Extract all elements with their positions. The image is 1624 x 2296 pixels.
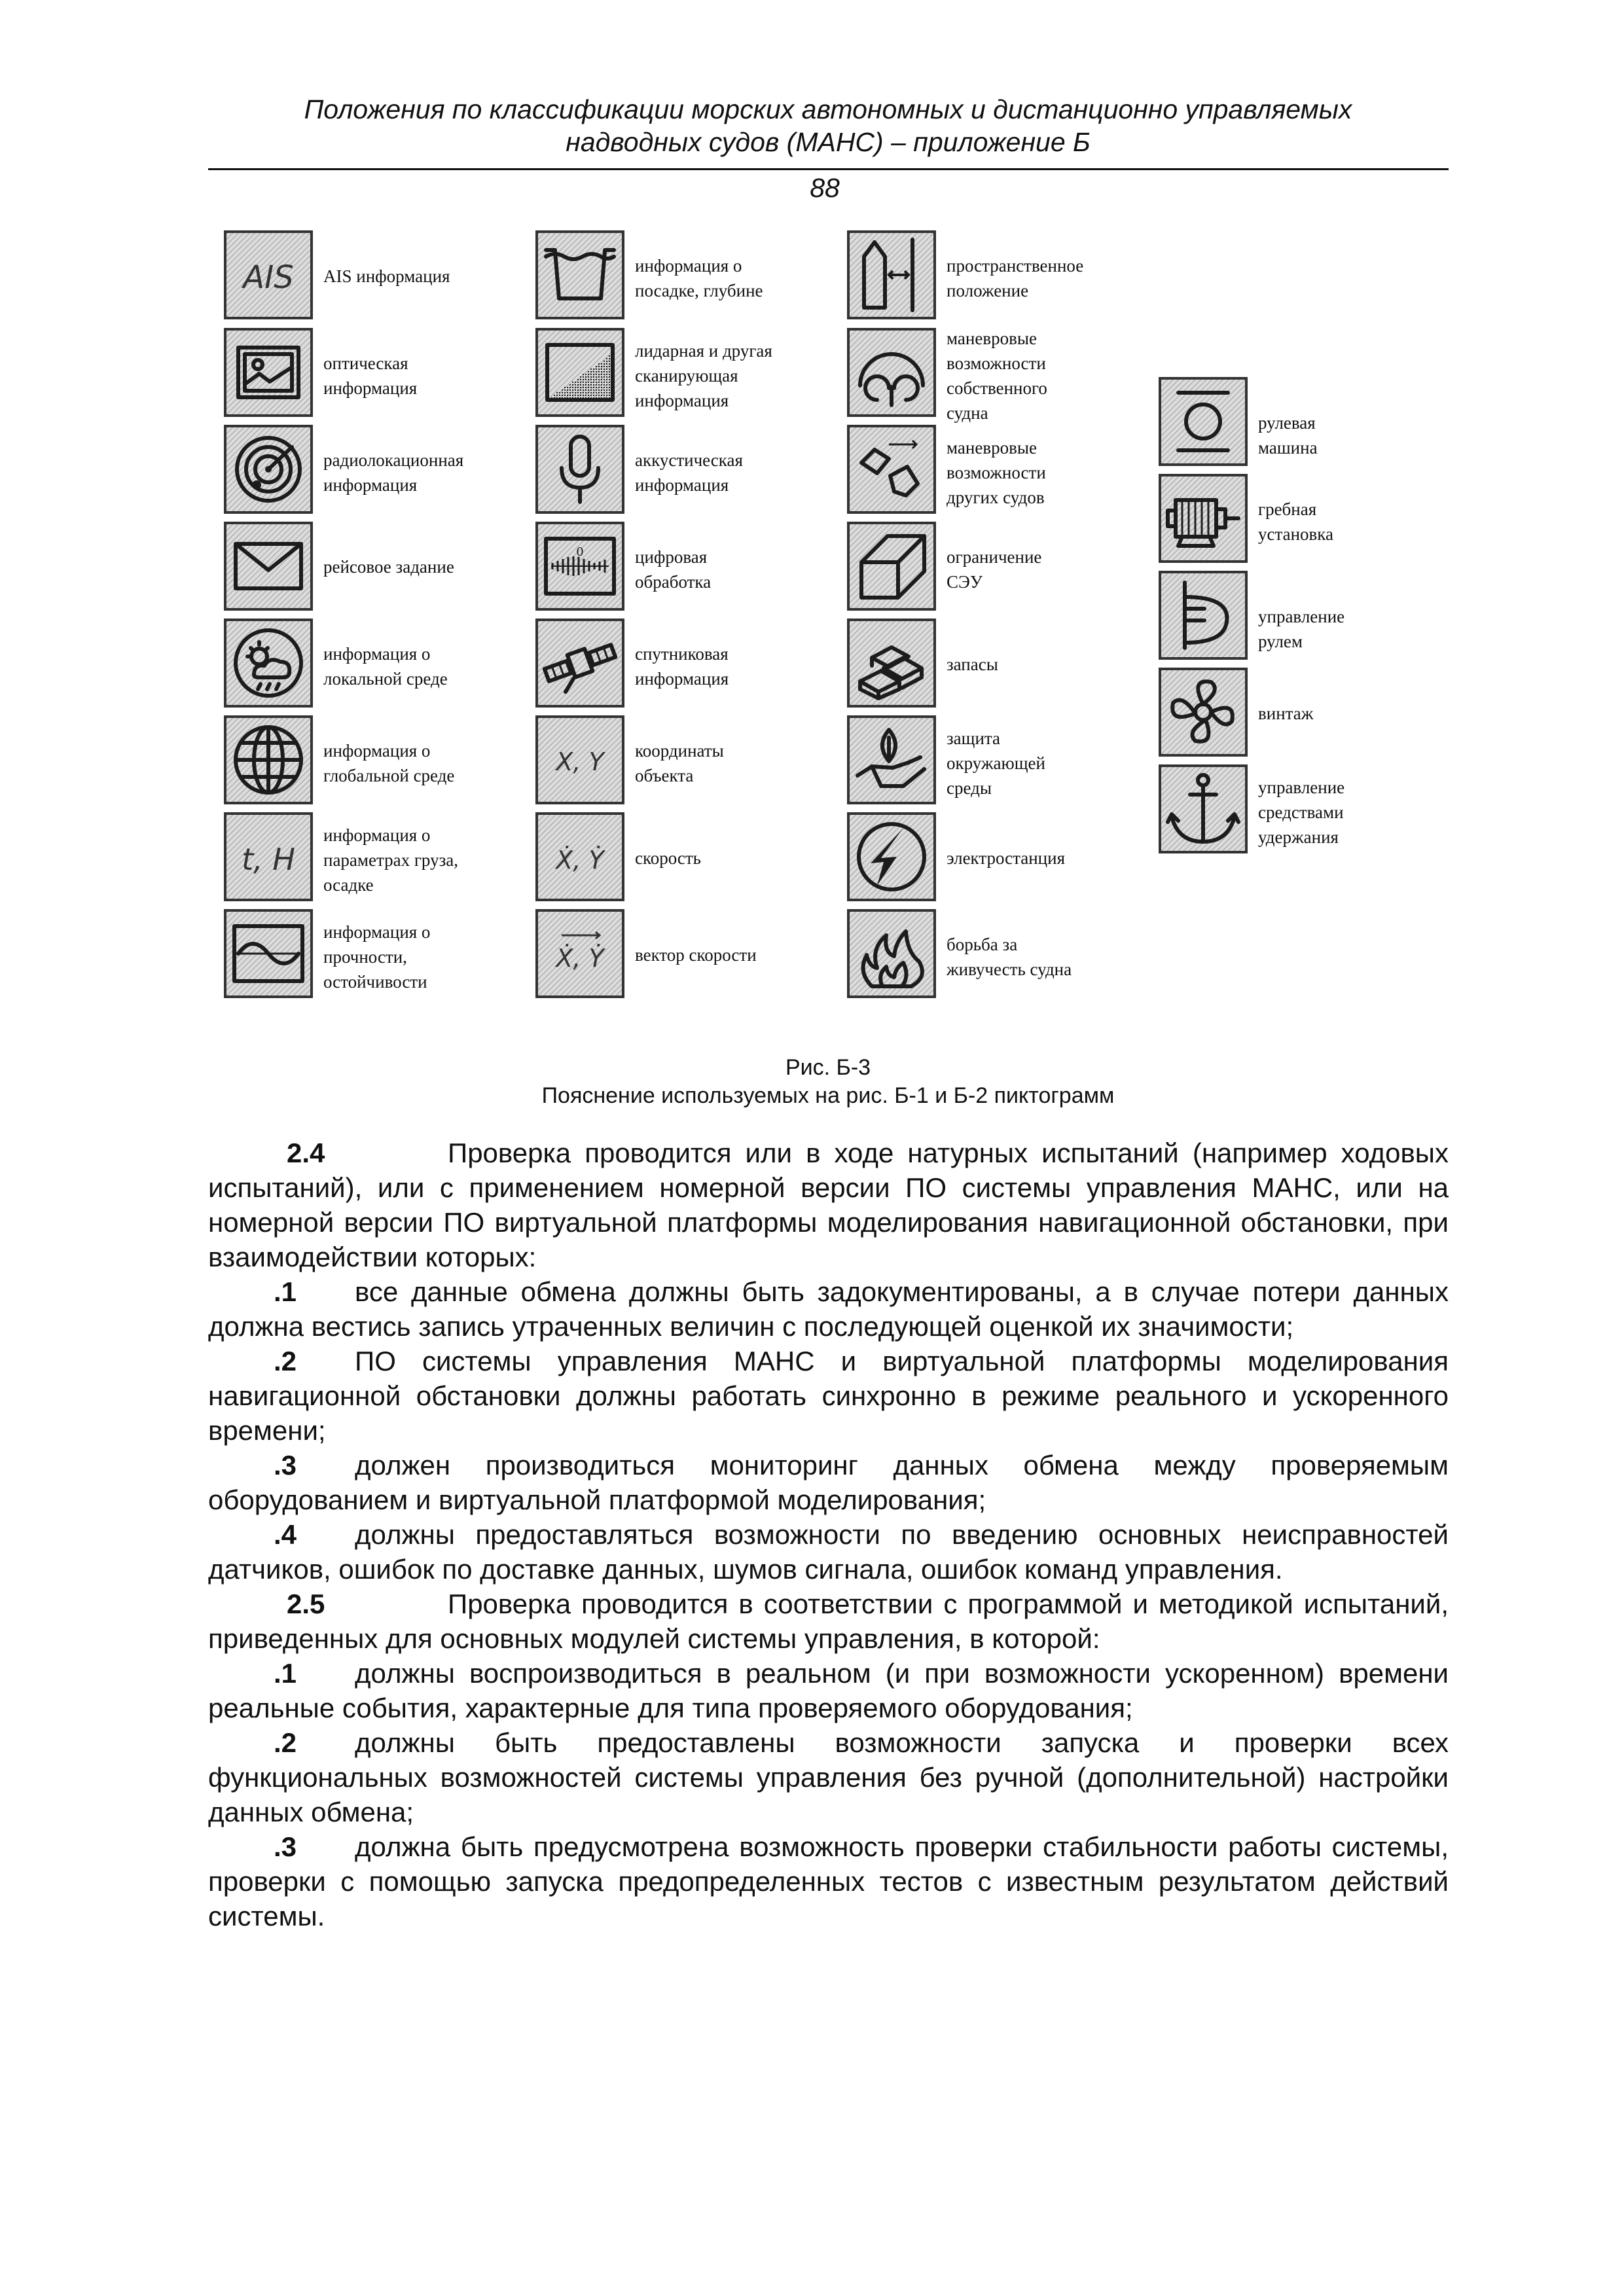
pictogram-label-line: информация о [323,644,431,664]
pictogram-label-line: информация [635,391,729,410]
svg-text:t, H: t, H [242,842,295,877]
pictogram-label [947,652,998,677]
envelope-icon [224,522,313,611]
pictogram-label-line: управление [1258,778,1345,797]
pictogram-label-line: винтаж [1258,704,1314,723]
pictogram-label-line: управление рулем [1258,607,1345,651]
running-header [209,93,1447,158]
stores-boxes-icon [847,619,936,708]
pictogram-label-line: объекта [635,766,694,785]
item-number: .1 [274,1658,297,1689]
pictogram-label-line: возможности [947,353,1046,373]
pictogram-label-line: маневровые [947,438,1037,457]
pictogram-label-line: скорость [635,848,701,868]
item-text: должны предоставляться возможности по введению основных неисправностей датчиков, ошибок по доставке данных, шумов сигнала, ошибок команд управления. [208,1519,1449,1585]
pictogram-label-line: обработка [635,572,712,592]
pictogram-label [635,338,772,413]
header-rule [208,168,1449,170]
pictogram-label-line: средствами [1258,802,1344,822]
pictogram-label [323,738,454,788]
pictogram-label-line: собственного [947,378,1047,398]
pictogram-label [947,726,1045,800]
power-limit-icon [847,522,936,611]
pictogram-label-line: информация [635,475,729,495]
pictogram-label-line: среды [947,778,992,798]
pictogram-label-line: информация [323,378,418,398]
pictogram-label [635,942,757,967]
figure-caption-text: Пояснение используемых на рис. Б-1 и Б-2 пиктограмм [541,1083,1115,1108]
pictogram-label-line: аккустическая [635,450,743,470]
pictogram-label-line: судна [947,403,988,423]
item-number: .2 [274,1346,297,1376]
list-item [208,1829,1449,1933]
pictogram-label-line: информация о [323,741,431,761]
pictogram-label [635,641,729,691]
list-item [208,1344,1449,1448]
pictogram-label-line: информация о [323,825,431,845]
rudder-control-icon [1159,571,1248,660]
pictogram-label [1258,701,1313,726]
pictogram-label-line: посадке, глубине [635,281,763,300]
pictogram-label-line: информация [635,669,729,689]
header-title-line-2: надводных судов (МАНС) – приложение Б [566,127,1091,157]
pictogram-label [947,545,1041,594]
pictogram-label-line: ограничение [947,547,1042,567]
pictogram-label-line: координаты [635,741,724,761]
svg-text:X, Y: X, Y [556,747,604,776]
pictogram-label [947,435,1046,510]
pictogram-label-line: окружающей [947,753,1045,773]
pictogram-label [635,448,743,497]
section-number: 2.5 [287,1588,325,1619]
pictogram-label [635,253,763,303]
pictogram-label [323,823,458,897]
pictogram-label [635,545,711,594]
item-number: .3 [274,1450,297,1480]
pictogram-label [323,554,454,579]
section-text: Проверка проводится в соответствии с программой и методикой испытаний, приведенных для основных модулей системы управления, в которой: [208,1588,1449,1654]
pictogram-label [1258,497,1333,547]
pictogram-label-line: борьба за [947,935,1018,954]
section-text: Проверка проводится или в ходе натурных испытаний (например ходовых испытаний), или с применением номерной версии ПО системы управления МАНС, или на номерной версии ПО виртуальной платформы моделирования навигационной обстановки, при взаимодействии которых: [208,1138,1449,1272]
pictogram-label [635,846,701,870]
pictogram-label-line: сканирующая [635,366,738,386]
item-text: должны быть предоставлены возможности запуска и проверки всех функциональных возможностей системы управления без ручной (дополнительной) настройки данных обмена; [208,1727,1449,1827]
svg-text:AIS: AIS [243,259,294,296]
item-number: .3 [274,1831,297,1862]
pictogram-label [323,448,463,497]
radar-icon [224,425,313,514]
lidar-scan-icon [535,328,624,417]
pictogram-label-line: удержания [1258,827,1339,847]
pictogram-label [1258,410,1324,460]
image-icon [224,328,313,417]
sine-wave-icon [224,909,313,998]
svg-text:Ẋ, Ẏ: Ẋ, Ẏ [556,846,604,874]
pictogram-label-line: информация о [635,256,742,276]
pictogram-label-line: локальной среде [323,669,448,689]
item-text: должны воспроизводиться в реальном (и при возможности ускоренном) времени реальные события, характерные для типа проверяемого оборудования; [208,1658,1449,1723]
pictogram-label-line: СЭУ [947,572,983,592]
pictogram-label-line: радиолокационная [323,450,464,470]
body-text [208,1136,1449,1933]
draft-bucket-icon [535,230,624,319]
pictogram-label-line: спутниковая [635,644,729,664]
pictogram-label-line: AIS информация [323,266,450,286]
pictogram-label-line: маневровые [947,329,1037,348]
header-title-line-1: Положения по классификации морских автономных и дистанционно управляемых [304,94,1352,124]
pictogram-label-line: живучесть судна [947,960,1072,979]
list-item [208,1656,1449,1725]
pictogram-label [947,846,1065,870]
pictogram-label [947,326,1047,425]
list-item [208,1274,1449,1344]
pictogram-label-line: других судов [947,488,1045,507]
pictogram-label [947,253,1083,303]
list-item [208,1448,1449,1517]
pictogram-label-line: информация о [323,922,431,942]
pictogram-label [323,641,448,691]
svg-text:0: 0 [576,545,584,559]
propeller-icon [1159,668,1248,757]
pictogram-label-line: параметрах груза, [323,850,458,870]
pictogram-label-line: цифровая [635,547,708,567]
power-station-icon [847,812,936,901]
ship-position-icon [847,230,936,319]
pictogram-label-line: лидарная и другая [635,341,772,361]
pictogram-label-line: оптическая [323,353,408,373]
pictogram-label-line: рулевая машина [1258,413,1318,457]
pictogram-label-line: установка [1258,524,1333,544]
pictogram-label-line: прочности, [323,947,407,967]
digital-processing-icon [535,522,624,611]
pictogram-label [947,932,1072,982]
satellite-icon [535,619,624,708]
section-2-5 [208,1587,1449,1656]
pictogram-label-line: возможности [947,463,1046,482]
pictogram-label [323,264,450,289]
coordinates-text-icon [535,715,624,804]
other-ships-maneuver-icon [847,425,936,514]
pictogram-label-line: запасы [947,655,998,674]
pictogram-label [1258,604,1344,654]
pictogram-label-line: остойчивости [323,972,427,992]
steering-gear-icon [1159,377,1248,466]
anchor-icon [1159,764,1248,853]
pictogram-label-line: информация [323,475,418,495]
item-text: ПО системы управления МАНС и виртуальной платформы моделирования навигационной обстановки должны работать синхронно в режиме реального и ускоренного времени; [208,1346,1449,1446]
globe-icon [224,715,313,804]
environment-hand-icon [847,715,936,804]
own-ship-maneuver-icon [847,328,936,417]
pictogram-label-line: рейсовое задание [323,557,454,577]
propulsion-motor-icon [1159,474,1248,563]
list-item [208,1517,1449,1587]
pictogram-label-line: гребная [1258,499,1317,519]
pictogram-label-line: пространственное [947,256,1084,276]
microphone-icon [535,425,624,514]
item-number: .4 [274,1519,297,1550]
pictogram-label [635,738,724,788]
pictogram-label-line: осадке [323,875,374,895]
item-text: все данные обмена должны быть задокументированы, а в случае потери данных должна вестись запись утраченных величин с последующей оценкой их значимости; [208,1276,1449,1342]
cargo-text-icon [224,812,313,901]
pictogram-label [323,351,417,401]
pictogram-label [323,920,430,994]
pictogram-figure [224,229,1345,1034]
item-number: .2 [274,1727,297,1758]
page-number: 88 [810,173,840,203]
svg-text:Ẋ, Ẏ: Ẋ, Ẏ [556,944,604,973]
list-item [208,1725,1449,1829]
item-number: .1 [274,1276,297,1307]
item-text: должна быть предусмотрена возможность проверки стабильности работы системы, проверки с помощью запуска предопределенных тестов с известным результатом действий системы. [208,1831,1449,1931]
weather-icon [224,619,313,708]
ais-text-icon [224,230,313,319]
speed-text-icon [535,812,624,901]
figure-caption-title: Рис. Б-3 [785,1055,871,1080]
pictogram-label [1258,775,1344,850]
velocity-vector-text-icon [535,909,624,998]
pictogram-label-line: положение [947,281,1029,300]
pictogram-label-line: защита [947,728,1001,748]
section-2-4 [208,1136,1449,1274]
fire-icon [847,909,936,998]
pictogram-label-line: электростанция [947,848,1065,868]
pictogram-label-line: вектор скорости [635,945,757,965]
item-text: должен производиться мониторинг данных обмена между проверяемым оборудованием и виртуальной платформой моделирования; [208,1450,1449,1515]
section-number: 2.4 [287,1138,325,1168]
pictogram-label-line: глобальной среде [323,766,455,785]
